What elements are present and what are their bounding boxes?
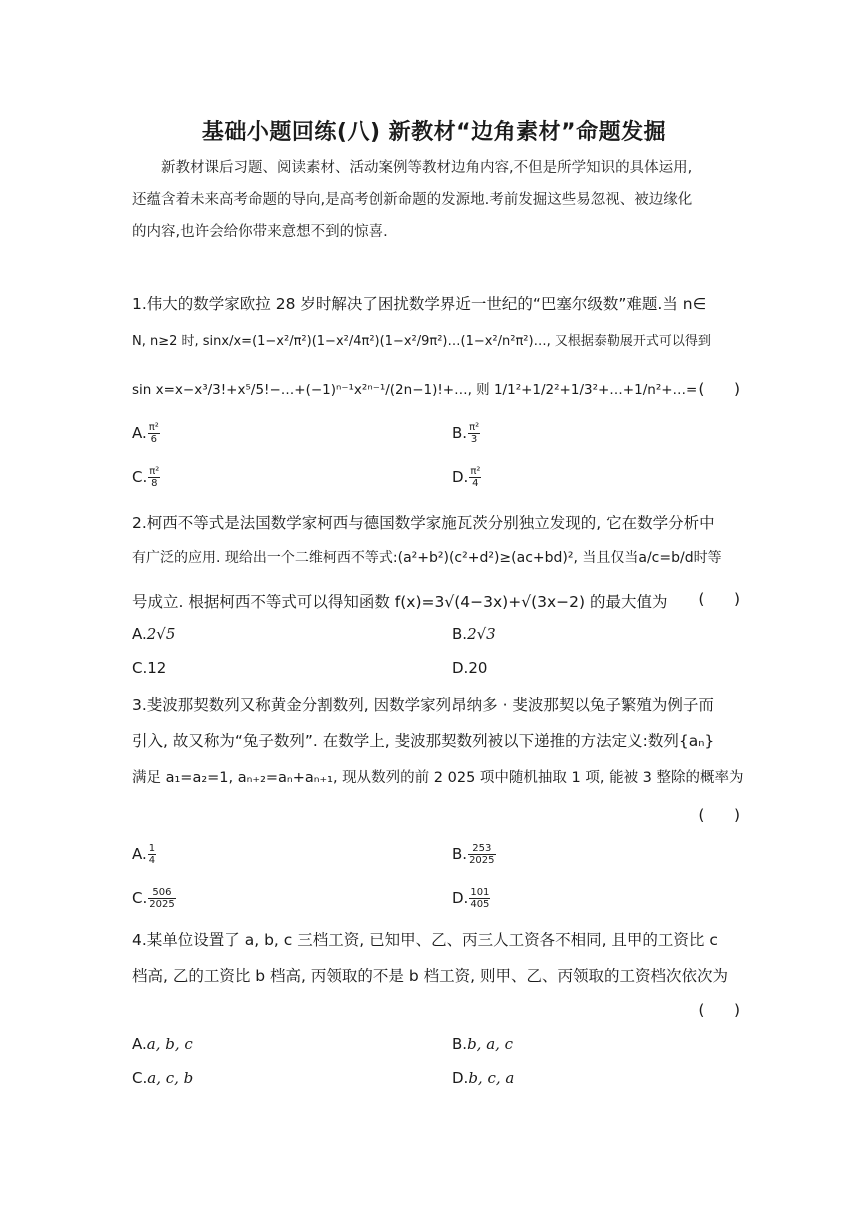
numerator: π² xyxy=(149,466,160,477)
question-1 xyxy=(132,292,740,502)
question-line: 满足 a₁=a₂=1, aₙ₊₂=aₙ+aₙ₊₁, 现从数列的前 2 025 项中随机抽取 1 项, 能被 3 整除的概率为 xyxy=(132,770,744,786)
option-label: B. xyxy=(452,424,468,442)
question-line: 号成立. 根据柯西不等式可以得知函数 f(x)=3√(4−3x)+√(3x−2) 的最大值为 xyxy=(132,593,668,611)
denominator: 6 xyxy=(150,434,157,445)
answer-blank[interactable]: ( ) xyxy=(698,380,740,398)
intro-line: 还蕴含着未来高考命题的导向,是高考创新命题的发源地.考前发掘这些易忽视、被边缘化 xyxy=(132,192,693,208)
intro-line: 新教材课后习题、阅读素材、活动案例等教材边角内容,不但是所学知识的具体运用, xyxy=(161,160,693,176)
option-b[interactable] xyxy=(452,1035,513,1053)
intro-line: 的内容,也许会给你带来意想不到的惊喜. xyxy=(132,224,388,240)
option-label: A. xyxy=(132,424,147,442)
question-4 xyxy=(132,928,740,1098)
answer-blank[interactable]: ( ) xyxy=(698,1001,740,1019)
question-line: 4.某单位设置了 a, b, c 三档工资, 已知甲、乙、丙三人工资各不相同, 且甲的工资比 c xyxy=(132,931,718,949)
denominator: 405 xyxy=(470,899,490,910)
option-a[interactable] xyxy=(132,1035,193,1053)
question-2 xyxy=(132,511,740,686)
numerator: π² xyxy=(148,422,159,433)
option-label: B. xyxy=(452,845,468,863)
option-fraction xyxy=(469,466,481,489)
option-text: 12 xyxy=(147,659,167,677)
question-line: 有广泛的应用. 现给出一个二维柯西不等式:(a²+b²)(c²+d²)≥(ac+bd)², 当且仅当a/c=b/d时等 xyxy=(132,550,722,566)
option-label: A. xyxy=(132,1035,147,1053)
option-label: D. xyxy=(452,468,469,486)
option-d[interactable] xyxy=(452,659,487,677)
question-line: 2.柯西不等式是法国数学家柯西与德国数学家施瓦茨分别独立发现的, 它在数学分析中 xyxy=(132,514,715,532)
numerator: 253 xyxy=(468,843,495,855)
option-label: A. xyxy=(132,625,147,643)
option-fraction xyxy=(148,422,160,445)
denominator: 2025 xyxy=(149,899,175,910)
option-label: D. xyxy=(452,659,469,677)
option-c[interactable] xyxy=(132,466,161,489)
denominator: 4 xyxy=(148,855,156,866)
option-label: B. xyxy=(452,625,468,643)
option-d[interactable] xyxy=(452,466,482,489)
option-text: 20 xyxy=(468,659,488,677)
option-c[interactable] xyxy=(132,887,177,910)
numerator: 1 xyxy=(148,843,156,854)
option-b[interactable] xyxy=(452,422,481,445)
question-line: 档高, 乙的工资比 b 档高, 丙领取的不是 b 档工资, 则甲、乙、丙领取的工资档次依次为 xyxy=(132,967,728,985)
numerator: 101 xyxy=(470,887,490,898)
option-fraction xyxy=(468,843,495,866)
numerator: π² xyxy=(470,466,481,477)
option-c[interactable] xyxy=(132,659,166,677)
page-title: 基础小题回练(八) 新教材“边角素材”命题发掘 xyxy=(201,120,667,145)
option-label: C. xyxy=(132,889,148,907)
answer-blank[interactable]: ( ) xyxy=(698,806,740,824)
option-b[interactable] xyxy=(452,843,497,866)
denominator: 8 xyxy=(151,478,158,489)
question-line: N, n≥2 时, sinx/x=(1−x²/π²)(1−x²/4π²)(1−x²/9π²)…(1−x²/n²π²)…, 又根据泰勒展开式可以得到 xyxy=(132,334,711,349)
denominator: 4 xyxy=(472,478,479,489)
question-line: 1.伟大的数学家欧拉 28 岁时解决了困扰数学界近一世纪的“巴塞尔级数”难题.当 n∈ xyxy=(132,295,707,313)
numerator: π² xyxy=(469,422,480,433)
option-d[interactable] xyxy=(452,887,491,910)
option-label: C. xyxy=(132,1069,148,1087)
question-3 xyxy=(132,693,744,913)
option-b[interactable] xyxy=(452,625,496,643)
option-a[interactable] xyxy=(132,422,161,445)
option-fraction xyxy=(469,887,490,910)
option-label: B. xyxy=(452,1035,468,1053)
question-line: sin x=x−x³/3!+x⁵/5!−…+(−1)ⁿ⁻¹x²ⁿ⁻¹/(2n−1)!+…, 则 1/1²+1/2²+1/3²+…+1/n²+…= xyxy=(132,382,698,398)
option-fraction xyxy=(468,422,480,445)
option-d[interactable] xyxy=(452,1069,514,1087)
intro-paragraph xyxy=(132,152,742,248)
option-text: 2√5 xyxy=(146,625,176,643)
option-fraction xyxy=(148,887,175,910)
option-label: D. xyxy=(452,1069,469,1087)
option-text: a, c, b xyxy=(147,1069,194,1087)
option-c[interactable] xyxy=(132,1069,193,1087)
option-label: C. xyxy=(132,659,148,677)
answer-blank[interactable]: ( ) xyxy=(698,590,740,608)
denominator: 3 xyxy=(470,434,478,445)
numerator: 506 xyxy=(148,887,175,899)
option-text: b, c, a xyxy=(468,1069,515,1087)
option-fraction xyxy=(148,466,160,489)
denominator: 2025 xyxy=(469,855,495,866)
option-text: a, b, c xyxy=(146,1035,193,1053)
option-a[interactable] xyxy=(132,843,157,866)
option-label: D. xyxy=(452,889,469,907)
question-line: 引入, 故又称为“兔子数列”. 在数学上, 斐波那契数列被以下递推的方法定义:数列{aₙ} xyxy=(132,732,715,750)
option-fraction xyxy=(148,843,156,866)
option-text: 2√3 xyxy=(467,625,496,643)
option-label: C. xyxy=(132,468,148,486)
question-line: 3.斐波那契数列又称黄金分割数列, 因数学家列昂纳多 · 斐波那契以兔子繁殖为例子而 xyxy=(132,696,714,714)
option-text: b, a, c xyxy=(467,1035,514,1053)
option-a[interactable] xyxy=(132,625,175,643)
option-label: A. xyxy=(132,845,147,863)
